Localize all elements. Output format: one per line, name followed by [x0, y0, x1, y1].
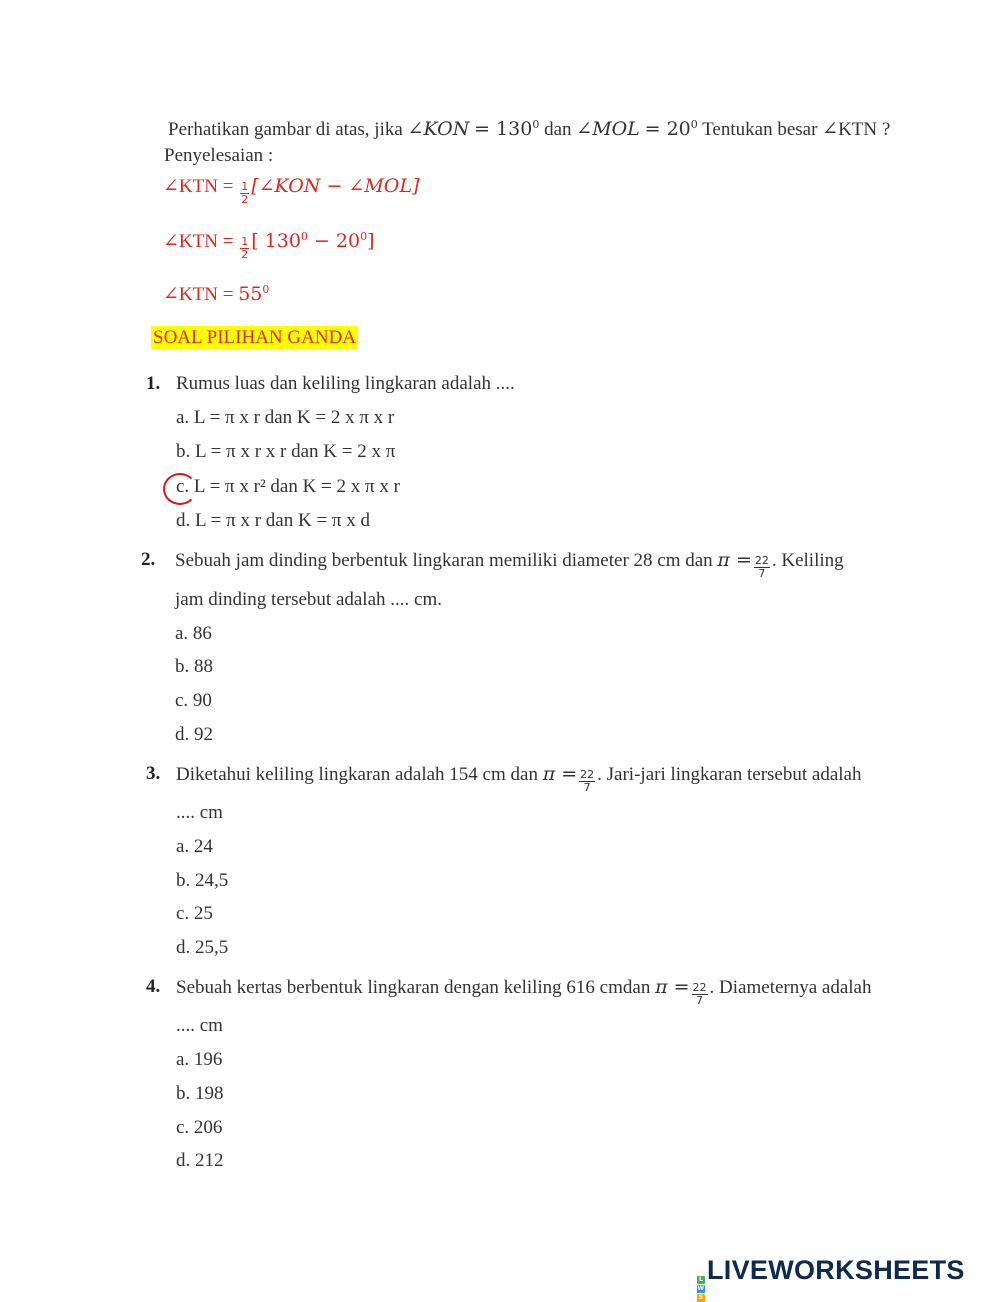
option-c[interactable]: c. 25 [176, 903, 213, 924]
option-b[interactable]: b. L = π x r x r dan K = 2 x π [176, 441, 396, 462]
pi-symbol: π = [655, 976, 690, 998]
question-text: Sebuah jam dinding berbentuk lingkaran memiliki diameter 28 cm dan π = $\frac{22}{7}$ . Keliling [175, 549, 844, 580]
option-c[interactable]: c. L = π x r² dan K = 2 x π x r [176, 476, 400, 497]
half-fraction: $\frac{1}{2}$ [241, 235, 249, 261]
solution-step-1 [163, 175, 419, 206]
intro-angle-mol: ∠MOL [576, 118, 640, 140]
question-number: 4. [146, 976, 161, 997]
step3-lhs: ∠KTN = [163, 284, 239, 305]
solution-step-3: ∠KTN = $55^0$ [163, 283, 270, 305]
option-b[interactable]: b. 24,5 [176, 870, 229, 891]
step3-result: 55 [238, 283, 263, 305]
half-fraction: $\frac{1}{2}$ [241, 180, 249, 206]
option-d[interactable]: d. 92 [175, 724, 213, 745]
question-text: Sebuah kertas berbentuk lingkaran dengan keliling 616 cmdan π = $\frac{22}{7}$ . Diameternya adalah [176, 976, 872, 1007]
intro-text-1: Perhatikan gambar di atas, jika [168, 119, 408, 140]
step1-rhs: [∠KON − ∠MOL] [251, 175, 420, 197]
question-text-line2: .... cm [176, 1015, 223, 1036]
intro-text-2: dan [539, 119, 577, 140]
answer-circle-mark [163, 473, 197, 505]
question-number: 1. [146, 373, 161, 394]
option-c[interactable]: c. 206 [176, 1117, 223, 1138]
option-d[interactable]: d. 25,5 [176, 937, 229, 958]
pi-fraction: $\frac{22}{7}$ [692, 981, 707, 1007]
pi-fraction: $\frac{22}{7}$ [580, 768, 595, 794]
step1-lhs: ∠KTN = [163, 176, 239, 197]
question-text: Rumus luas dan keliling lingkaran adalah .... [176, 373, 515, 394]
solution-step-2: ∠KTN = $\frac{1}{2}$ [ $130^0 - 20^0$] [163, 230, 375, 261]
intro-text-3: Tentukan besar ∠KTN ? [697, 119, 891, 140]
pi-fraction: $\frac{22}{7}$ [754, 554, 769, 580]
degree-sup: 0 [690, 118, 698, 131]
intro-angle-kon: ∠KON [407, 118, 470, 140]
option-b[interactable]: b. 88 [175, 656, 213, 677]
option-c[interactable]: c. 90 [175, 690, 212, 711]
degree-sup: 0 [532, 118, 540, 131]
intro-question [168, 118, 890, 141]
option-a[interactable]: a. 196 [176, 1049, 223, 1070]
option-b[interactable]: b. 198 [176, 1083, 224, 1104]
intro-angle-kon-value: = 130 [474, 118, 533, 140]
intro-angle-mol-value: = 20 [644, 118, 691, 140]
option-a[interactable]: a. L = π x r dan K = 2 x π x r [176, 407, 395, 428]
section-title [151, 327, 358, 349]
option-a[interactable]: a. 24 [176, 836, 213, 857]
logo-text: LIVEWORKSHEETS [707, 1255, 965, 1285]
question-text-line2: .... cm [176, 802, 223, 823]
step2-lhs: ∠KTN = [163, 231, 239, 252]
option-d[interactable]: d. 212 [176, 1150, 224, 1171]
pi-symbol: π = [717, 549, 752, 571]
liveworksheets-logo[interactable] [697, 1255, 965, 1302]
option-a[interactable]: a. 86 [175, 623, 212, 644]
section-title-text: SOAL PILIHAN GANDA [153, 327, 357, 348]
logo-icon: L W S [697, 1276, 705, 1301]
question-text-line2: jam dinding tersebut adalah .... cm. [175, 589, 442, 610]
pi-symbol: π = [542, 763, 578, 785]
question-number: 3. [146, 763, 161, 784]
question-text: Diketahui keliling lingkaran adalah 154 cm dan π = $\frac{22}{7}$ . Jari-jari lingkaran tersebut adalah [176, 763, 862, 794]
solution-label: Penyelesaian : [164, 145, 274, 166]
question-number: 2. [141, 549, 156, 570]
option-d[interactable]: d. L = π x r dan K = π x d [176, 510, 370, 531]
